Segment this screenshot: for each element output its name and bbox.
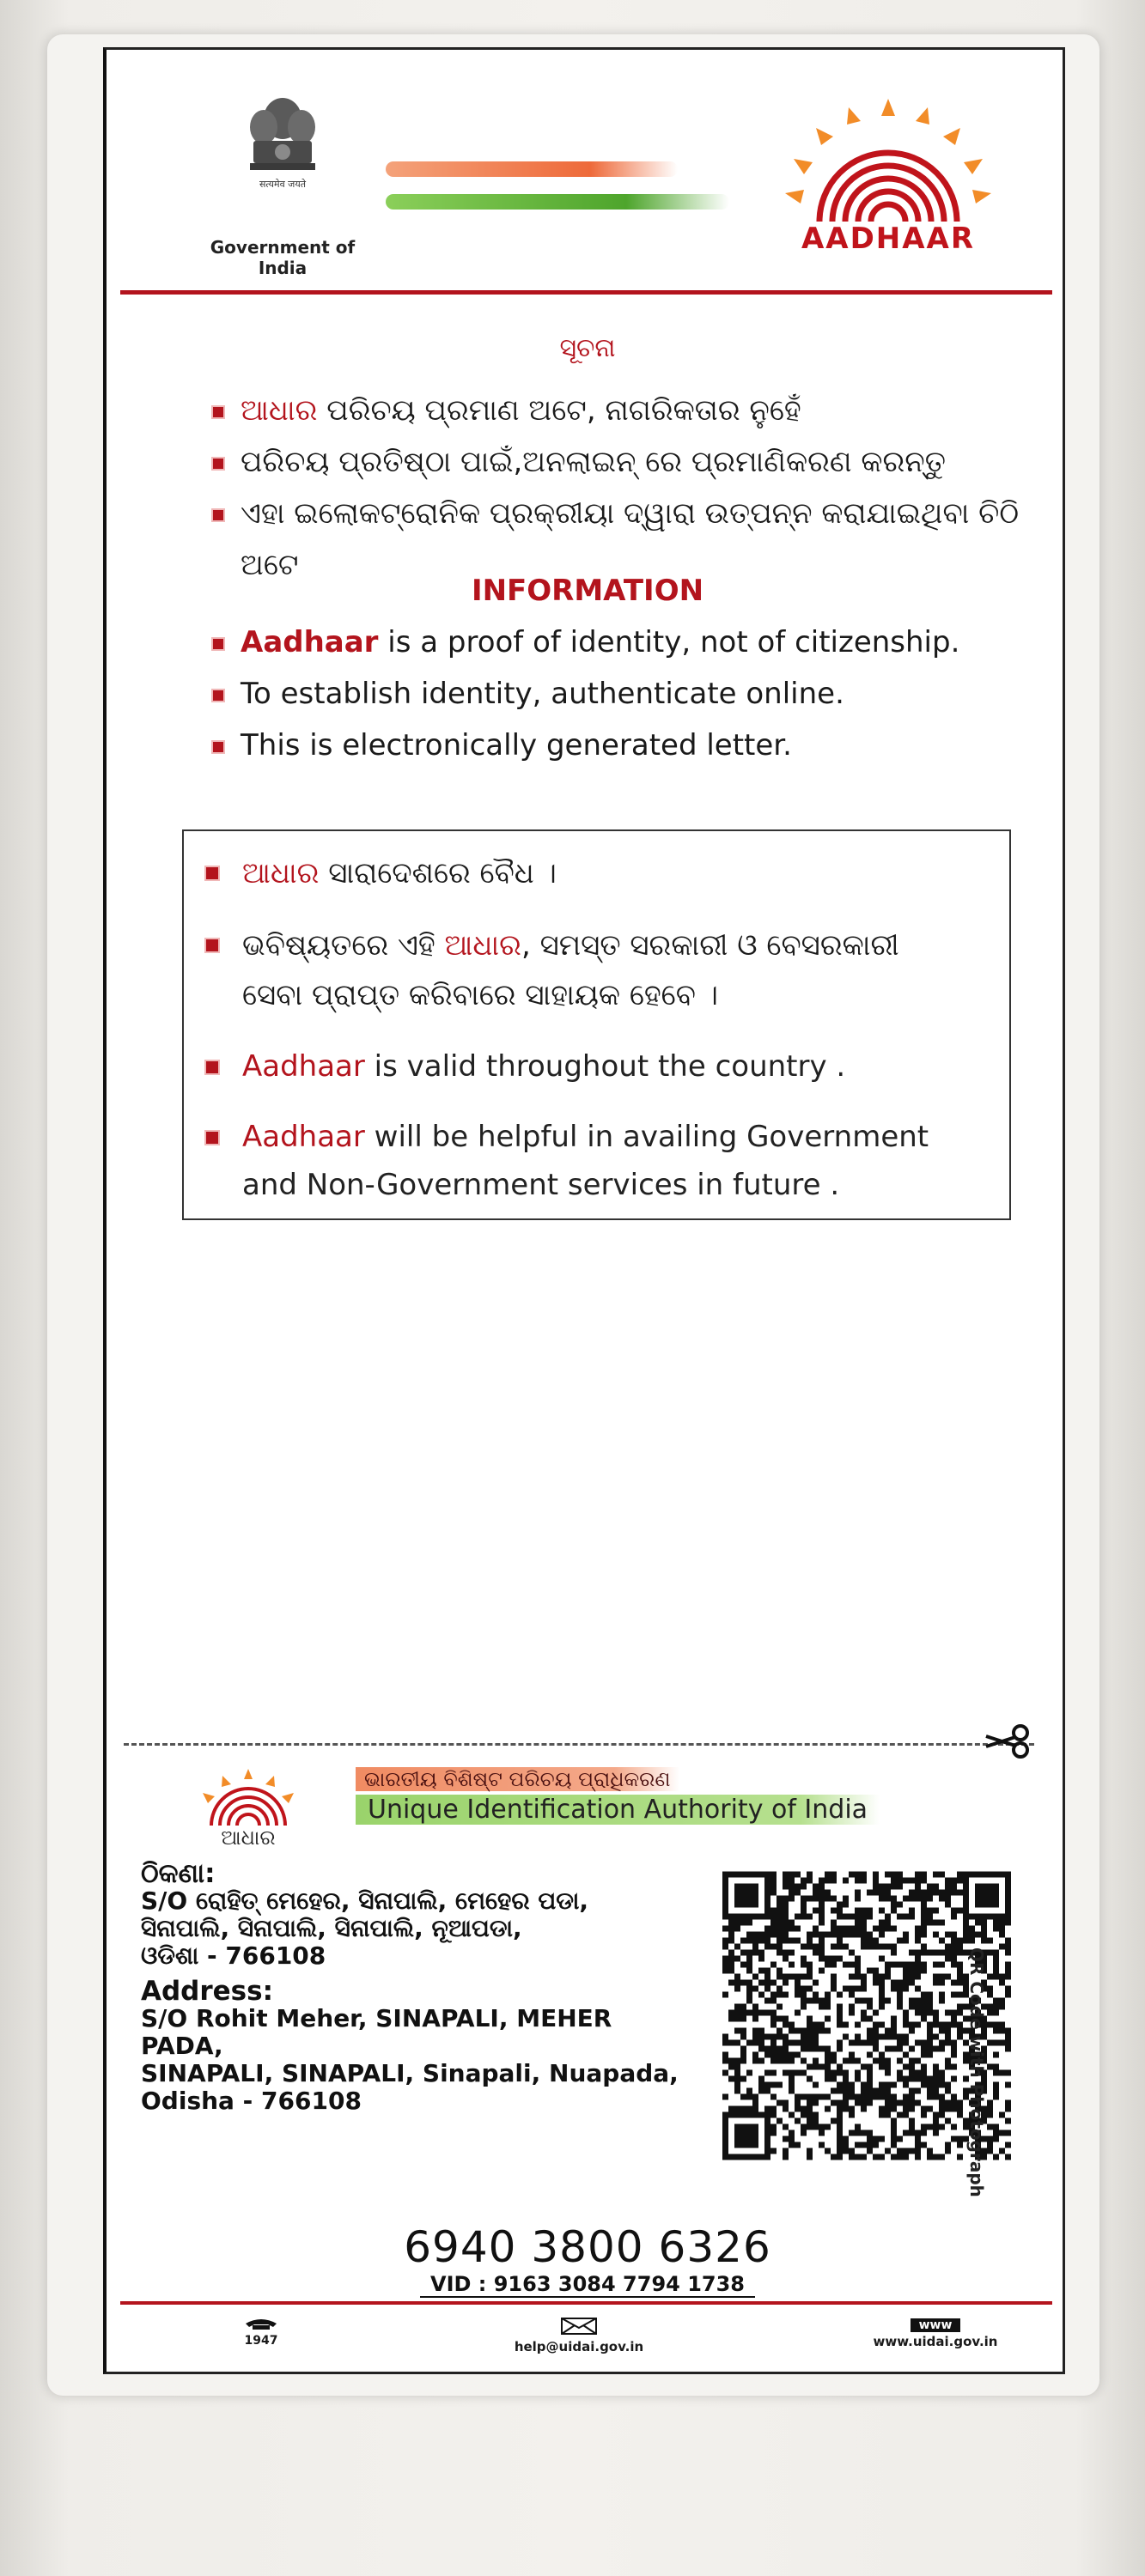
- address-english-label: Address:: [141, 1976, 273, 2007]
- bullet-icon: [204, 1060, 220, 1075]
- address-line: SINAPALI, SINAPALI, Sinapali, Nuapada,: [141, 2059, 679, 2087]
- list-item: Aadhaar is a proof of identity, not of citizenship.: [211, 617, 959, 668]
- information-heading: INFORMATION: [471, 574, 704, 608]
- address-odia: [141, 1860, 691, 1970]
- aadhaar-odia-wordmark: ଆଧାର: [221, 1826, 276, 1850]
- uidai-odia-name: ଭାରତୀୟ ବିଶିଷ୍ଟ ପରିଚୟ ପ୍ରାଧିକରଣ: [356, 1767, 768, 1793]
- header-divider: [120, 290, 1052, 295]
- aadhaar-wordmark: AADHAAR: [801, 222, 976, 256]
- bullet-icon: [211, 689, 225, 702]
- cut-here-line: [124, 1743, 1034, 1746]
- phone-icon: [244, 2317, 278, 2330]
- email-contact: [467, 2317, 691, 2354]
- list-item: ଏହା ଇଲୋକଟ୍ରୋନିକ ପ୍ରକ୍ରୀୟା ଦ୍ୱାରା ଉତ୍ପନ୍ନ କରାଯାଇଥିବା ଚିଠି ଅଟେ: [211, 488, 1063, 591]
- address-english: [141, 1978, 699, 2115]
- odia-notice-list: [211, 385, 1063, 591]
- validity-list: [204, 848, 929, 1231]
- address-line: S/O Rohit Meher, SINAPALI, MEHER PADA,: [141, 2004, 612, 2060]
- list-item: To establish identity, authenticate online.: [211, 668, 959, 720]
- qr-code-label: QR Code with Photograph: [966, 1947, 987, 2197]
- bullet-icon: [211, 405, 225, 419]
- vid-number: VID : 9163 3084 7794 1738: [107, 2272, 1069, 2296]
- bullet-icon: [211, 637, 225, 651]
- information-list: [211, 617, 959, 771]
- bullet-icon: [211, 508, 225, 522]
- list-item: ଭବିଷ୍ୟତରେ ଏହି ଆଧାର, ସମସ୍ତ ସରକାରୀ ଓ ବେସରକାରୀ ସେବା ପ୍ରାପ୍ତ କରିବାରେ ସାହାୟକ ହେବେ ।: [204, 920, 929, 1020]
- bullet-icon: [204, 1130, 220, 1145]
- list-item: ପରିଚୟ ପ୍ରତିଷ୍ଠା ପାଇଁ,ଅନଲାଇନ୍ ରେ ପ୍ରମାଣିକରଣ କରନ୍ତୁ: [211, 436, 1063, 488]
- website-url: www.uidai.gov.in: [873, 2334, 998, 2349]
- bullet-icon: [211, 457, 225, 471]
- www-icon: www: [911, 2318, 961, 2332]
- list-item: ଆଧାର ସାରାଦେଶରେ ବୈଧ ।: [204, 848, 929, 898]
- mail-icon: [560, 2317, 598, 2336]
- svg-text:सत्यमेव जयते: सत्यमेव जयते: [259, 179, 307, 190]
- national-emblem-icon: [231, 93, 334, 222]
- odia-notice-heading: ସୂଚନା: [559, 333, 616, 363]
- government-of-india-label: Government of India: [210, 237, 356, 278]
- address-line: Odisha - 766108: [141, 2087, 362, 2115]
- tricolor-stripe-green: [386, 194, 729, 210]
- address-line: ସିନାପାଲି, ସିନାପାଲି, ସିନାପାଲି, ନୂଆପଡା,: [141, 1914, 522, 1942]
- address-odia-label: ଠିକଣା:: [141, 1858, 216, 1889]
- uidai-english-name: Unique Identification Authority of India: [356, 1795, 880, 1825]
- website-contact: [837, 2317, 1034, 2349]
- list-item: Aadhaar will be helpful in availing Government and Non-Government services in future .: [204, 1113, 929, 1209]
- helpline: [227, 2317, 295, 2348]
- address-line: ଓଡିଶା - 766108: [141, 1941, 326, 1970]
- scissors-icon: [983, 1724, 1032, 1759]
- aadhaar-number: 6940 3800 6326: [404, 2222, 771, 2272]
- bullet-icon: [204, 938, 220, 953]
- address-line: S/O ରୋହିତ୍ ମେହେର, ସିନାପାଲି, ମେହେର ପଡା,: [141, 1886, 589, 1915]
- tricolor-stripe-orange: [386, 161, 678, 177]
- aadhaar-letter: [103, 47, 1065, 2374]
- list-item: This is electronically generated letter.: [211, 720, 959, 771]
- footer-divider: [120, 2301, 1052, 2305]
- helpline-number: 1947: [244, 2334, 278, 2348]
- list-item: ଆଧାର ପରିଚୟ ପ୍ରମାଣ ଅଟେ, ନାଗରିକତାର ନୁହେଁ: [211, 385, 1063, 436]
- email-address: help@uidai.gov.in: [514, 2339, 644, 2354]
- validity-info-box: [182, 829, 1011, 1220]
- bullet-icon: [204, 866, 220, 881]
- list-item: Aadhaar is valid throughout the country .: [204, 1042, 929, 1091]
- bullet-icon: [211, 740, 225, 754]
